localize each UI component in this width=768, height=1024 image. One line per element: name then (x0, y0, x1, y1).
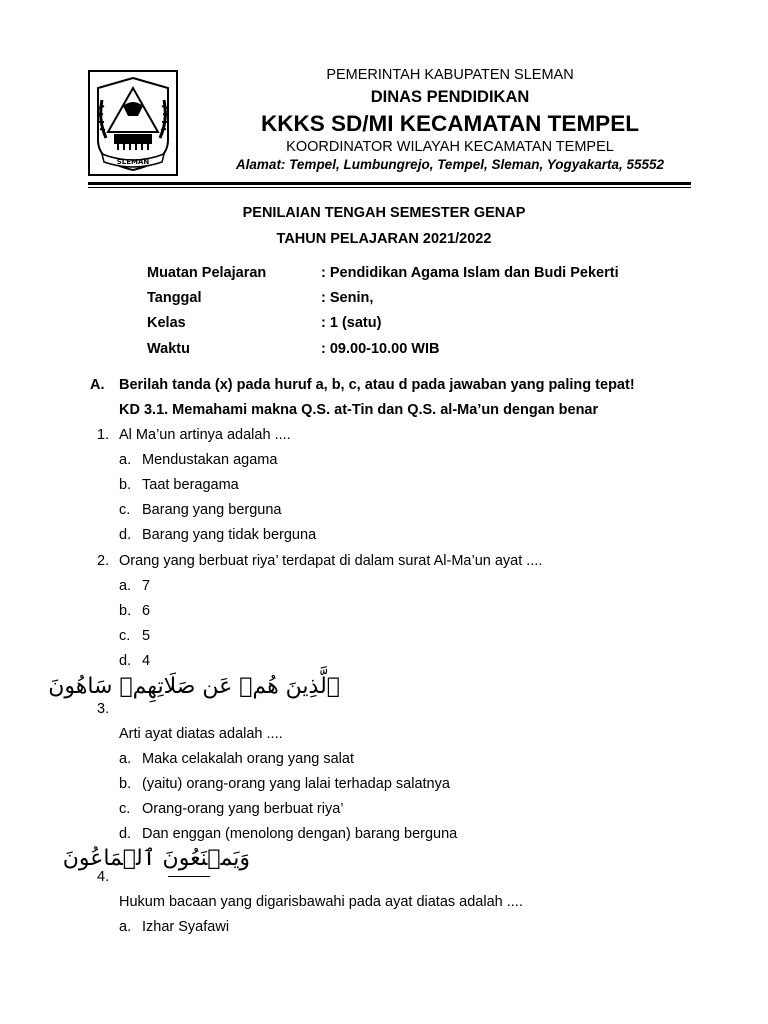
option-text: 6 (142, 603, 151, 619)
option-text: 4 (142, 653, 151, 669)
header-address: Alamat: Tempel, Lumbungrejo, Tempel, Sleman, Yogyakarta, 55552 (235, 157, 665, 172)
option-text: (yaitu) orang-orang yang lalai terhadap salatnya (142, 776, 450, 792)
option-letter: b. (119, 776, 132, 792)
header-line2: DINAS PENDIDIKAN (370, 88, 530, 106)
option-text: 7 (142, 578, 151, 594)
option-letter: a. (119, 919, 132, 935)
exam-year: TAHUN PELAJARAN 2021/2022 (276, 231, 492, 247)
question-number: 1. (97, 427, 110, 443)
option-text: Izhar Syafawi (142, 919, 230, 935)
section-instruction: Berilah tanda (x) pada huruf a, b, c, atau d pada jawaban yang paling tepat! (119, 377, 635, 393)
option-text: Barang yang tidak berguna (142, 527, 317, 543)
header-rule-thick (88, 182, 691, 185)
info-label-class: Kelas (147, 315, 186, 331)
info-value-class: : 1 (satu) (321, 315, 382, 331)
header-line4: KOORDINATOR WILAYAH KECAMATAN TEMPEL (286, 139, 614, 155)
option-letter: c. (119, 502, 131, 518)
option-text: Mendustakan agama (142, 452, 278, 468)
option-text: Taat beragama (142, 477, 239, 493)
option-letter: b. (119, 477, 132, 493)
question-text: Arti ayat diatas adalah .... (119, 726, 283, 742)
option-text: Maka celakalah orang yang salat (142, 751, 354, 767)
question-number: 2. (97, 553, 110, 569)
option-letter: c. (119, 801, 131, 817)
option-letter: a. (119, 751, 132, 767)
option-letter: d. (119, 653, 132, 669)
section-kd: KD 3.1. Memahami makna Q.S. at-Tin dan Q.S. al-Ma’un dengan benar (119, 402, 599, 418)
section-letter: A. (90, 377, 105, 393)
option-letter: c. (119, 628, 131, 644)
header-line3: KKKS SD/MI KECAMATAN TEMPEL (261, 111, 639, 136)
info-label-date: Tanggal (147, 290, 202, 306)
info-label-subject: Muatan Pelajaran (147, 265, 267, 281)
info-value-date: : Senin, (321, 290, 374, 306)
option-text: Dan enggan (menolong dengan) barang berguna (142, 826, 458, 842)
question-text: Orang yang berbuat riya’ terdapat di dalam surat Al-Ma’un ayat .... (119, 553, 543, 569)
question-text: Hukum bacaan yang digarisbawahi pada ayat diatas adalah .... (119, 894, 523, 910)
option-letter: a. (119, 452, 132, 468)
option-text: Orang-orang yang berbuat riya’ (142, 801, 344, 817)
question-number: 4. (97, 869, 110, 885)
option-letter: a. (119, 578, 132, 594)
question-text: Al Ma’un artinya adalah .... (119, 427, 291, 443)
header-line1: PEMERINTAH KABUPATEN SLEMAN (326, 67, 574, 83)
arabic-verse: وَيَمۡنَعُونَ ٱلۡمَاعُونَ (62, 846, 250, 871)
header-rule-thin (88, 187, 691, 188)
option-letter: d. (119, 826, 132, 842)
question-number: 3. (97, 701, 110, 717)
underline-mark (168, 876, 210, 877)
exam-title: PENILAIAN TENGAH SEMESTER GENAP (242, 205, 526, 221)
info-value-time: : 09.00-10.00 WIB (321, 341, 440, 357)
option-text: 5 (142, 628, 151, 644)
option-letter: b. (119, 603, 132, 619)
arabic-verse: ٱلَّذِينَ هُمۡ عَن صَلَاتِهِمۡ سَاهُونَ (48, 674, 340, 699)
option-text: Barang yang berguna (142, 502, 282, 518)
info-value-subject: : Pendidikan Agama Islam dan Budi Pekerti (321, 265, 619, 281)
logo-text: SLEMAN (116, 158, 150, 166)
info-label-time: Waktu (147, 341, 190, 357)
sleman-logo (88, 70, 178, 176)
option-letter: d. (119, 527, 132, 543)
